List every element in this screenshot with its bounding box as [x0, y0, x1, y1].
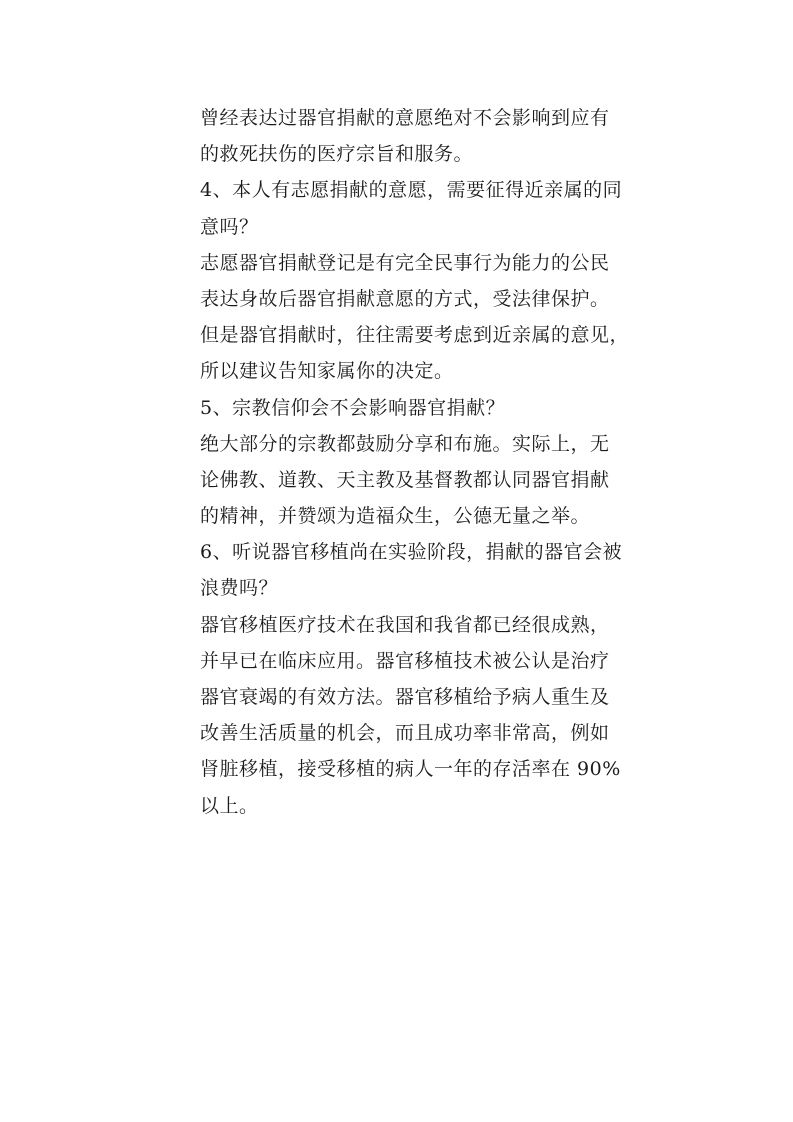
text-line: 器官衰竭的有效方法。器官移植给予病人重生及: [200, 686, 610, 708]
text-line: 绝大部分的宗教都鼓励分享和布施。实际上，无: [200, 432, 610, 455]
text-line: 改善生活质量的机会，而且成功率非常高，例如: [200, 722, 610, 745]
document-body: [200, 100, 630, 824]
text-line: 论佛教、道教、天主教及基督教都认同器官捐献: [200, 468, 610, 491]
question-heading: 浪费吗？: [200, 577, 279, 600]
text-line: 并早已在临床应用。器官移植技术被公认是治疗: [200, 649, 610, 672]
question-heading: 6、听说器官移植尚在实验阶段，捐献的器官会被: [200, 541, 623, 564]
text-line: 肾脏移植，接受移植的病人一年的存活率在 90%: [200, 758, 621, 781]
text-line: 的救死扶伤的医疗宗旨和服务。: [200, 143, 474, 166]
text-line: 但是器官捐献时，往往需要考虑到近亲属的意见，: [200, 324, 630, 347]
question-heading: 4、本人有志愿捐献的意愿，需要征得近亲属的同: [200, 179, 623, 202]
text-line: 志愿器官捐献登记是有完全民事行为能力的公民: [200, 251, 610, 274]
text-line: 的精神，并赞颂为造福众生，公德无量之举。: [200, 505, 591, 528]
question-heading: 5、宗教信仰会不会影响器官捐献？: [200, 396, 506, 419]
question-heading: 意吗？: [200, 215, 259, 238]
text-line: 所以建议告知家属你的决定。: [200, 360, 454, 383]
text-line: 器官移植医疗技术在我国和我省都已经很成熟，: [200, 613, 610, 636]
text-line: 曾经表达过器官捐献的意愿绝对不会影响到应有: [200, 107, 610, 129]
text-line: 表达身故后器官捐献意愿的方式，受法律保护。: [200, 287, 610, 310]
text-line: 以上。: [200, 794, 259, 817]
